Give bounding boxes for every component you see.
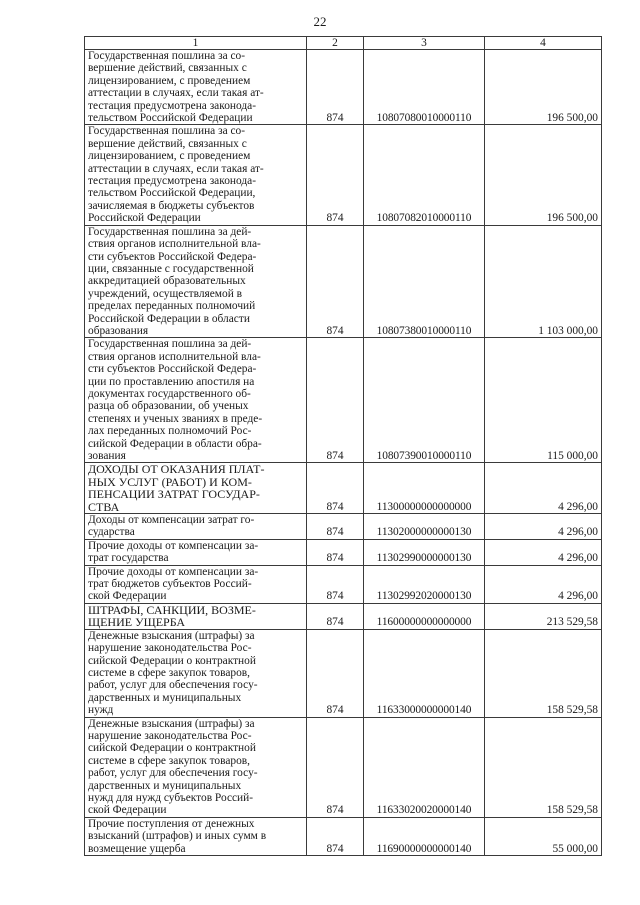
revenue-name-cell: Прочие доходы от компенсации за- трат бюджетов субъектов Россий- ской Федерации [85,565,307,603]
budget-code-cell: 11302992020000130 [364,565,485,603]
amount-cell: 55 000,00 [485,817,602,855]
admin-code-cell: 874 [307,50,364,125]
amount-cell: 4 296,00 [485,565,602,603]
table-row [85,629,602,717]
revenue-name-cell: Государственная пошлина за дей- ствия органов исполнительной вла- сти субъектов Российской Федера- ции по проставлению апостиля на документах государственного об- разца об образовании, об ученых степенях и ученых званиях в преде- лах переданных полномочий Рос- сийской Федерации в области обра- зования [85,338,307,463]
revenue-name-cell: Денежные взыскания (штрафы) за нарушение законодательства Рос- сийской Федерации о контрактной системе в сфере закупок товаров, работ, услуг для обеспечения госу- дарственных и муниципальных нужд для нужд субъектов Россий- ской Федерации [85,717,307,817]
revenue-name-cell: ШТРАФЫ, САНКЦИИ, ВОЗМЕ- ЩЕНИЕ УЩЕРБА [85,603,307,629]
table-row [85,125,602,225]
revenue-name-cell: Доходы от компенсации затрат го- сударства [85,514,307,540]
table-row [85,565,602,603]
table-row [85,539,602,565]
table-section-row [85,603,602,629]
table-row [85,514,602,540]
budget-code-cell: 10807082010000110 [364,125,485,225]
revenue-name-cell: Прочие доходы от компенсации за- трат государства [85,539,307,565]
table-row [85,225,602,338]
table-row [85,817,602,855]
amount-cell: 196 500,00 [485,125,602,225]
amount-cell: 158 529,58 [485,629,602,717]
column-header: 2 [307,37,364,50]
amount-cell: 4 296,00 [485,539,602,565]
budget-code-cell: 11600000000000000 [364,603,485,629]
table-row [85,338,602,463]
table-section-row [85,463,602,514]
revenue-name-cell: Государственная пошлина за дей- ствия органов исполнительной вла- сти субъектов Российской Федера- ции, связанные с государственной аккредитацией образовательных учреждений, осуществляемой в пределах переданных полномочий Российской Федерации в области образования [85,225,307,338]
amount-cell: 115 000,00 [485,338,602,463]
admin-code-cell: 874 [307,565,364,603]
table-row [85,717,602,817]
budget-code-cell: 11300000000000000 [364,463,485,514]
amount-cell: 158 529,58 [485,717,602,817]
amount-cell: 4 296,00 [485,463,602,514]
admin-code-cell: 874 [307,539,364,565]
revenue-name-cell: Государственная пошлина за со- вершение действий, связанных с лицензированием, с проведением аттестации в случаях, если такая ат- тестация предусмотрена законода- тельством Российской Федерации, зачисляемая в бюджеты субъектов Российской Федерации [85,125,307,225]
revenue-name-cell: Денежные взыскания (штрафы) за нарушение законодательства Рос- сийской Федерации о контрактной системе в сфере закупок товаров, работ, услуг для обеспечения госу- дарственных и муниципальных нужд [85,629,307,717]
column-header: 3 [364,37,485,50]
amount-cell: 213 529,58 [485,603,602,629]
admin-code-cell: 874 [307,514,364,540]
amount-cell: 4 296,00 [485,514,602,540]
budget-code-cell: 11690000000000140 [364,817,485,855]
revenue-table [84,36,602,856]
budget-code-cell: 10807390010000110 [364,338,485,463]
revenue-name-cell: Государственная пошлина за со- вершение действий, связанных с лицензированием, с проведением аттестации в случаях, если такая ат- тестация предусмотрена законода- тельством Российской Федерации [85,50,307,125]
column-header: 4 [485,37,602,50]
table-header-row [85,37,602,50]
revenue-name-cell: ДОХОДЫ ОТ ОКАЗАНИЯ ПЛАТ- НЫХ УСЛУГ (РАБОТ) И КОМ- ПЕНСАЦИИ ЗАТРАТ ГОСУДАР- СТВА [85,463,307,514]
admin-code-cell: 874 [307,225,364,338]
table-row [85,50,602,125]
admin-code-cell: 874 [307,338,364,463]
admin-code-cell: 874 [307,717,364,817]
admin-code-cell: 874 [307,125,364,225]
budget-code-cell: 11633000000000140 [364,629,485,717]
page-number: 22 [313,14,327,29]
admin-code-cell: 874 [307,603,364,629]
revenue-name-cell: Прочие поступления от денежных взысканий (штрафов) и иных сумм в возмещение ущерба [85,817,307,855]
admin-code-cell: 874 [307,629,364,717]
budget-code-cell: 11633020020000140 [364,717,485,817]
admin-code-cell: 874 [307,817,364,855]
amount-cell: 196 500,00 [485,50,602,125]
column-header: 1 [85,37,307,50]
admin-code-cell: 874 [307,463,364,514]
budget-code-cell: 11302000000000130 [364,514,485,540]
amount-cell: 1 103 000,00 [485,225,602,338]
budget-code-cell: 10807380010000110 [364,225,485,338]
budget-code-cell: 11302990000000130 [364,539,485,565]
budget-code-cell: 10807080010000110 [364,50,485,125]
